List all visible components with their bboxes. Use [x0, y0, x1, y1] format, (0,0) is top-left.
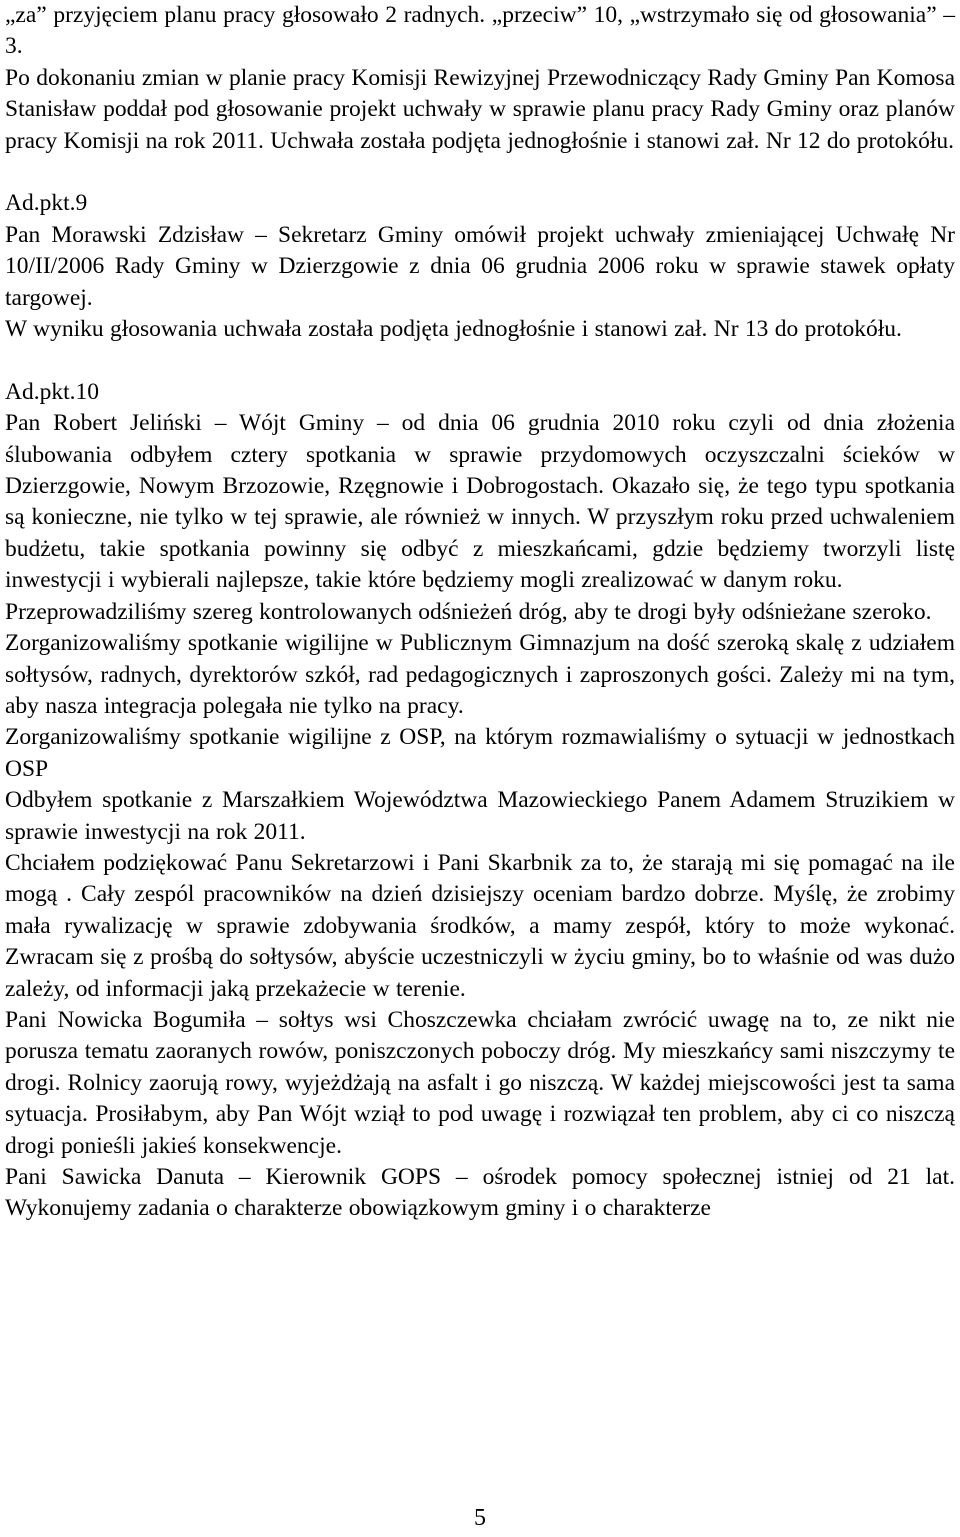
paragraph: Po dokonaniu zmian w planie pracy Komisji Rewizyjnej Przewodniczący Rady Gminy Pan Komosa Stanisław poddał pod głosowanie projekt uchwały w sprawie planu pracy Rady Gminy oraz planów pracy Komisji na rok 2011. Uchwała została podjęta jednogłośnie i stanowi zał. Nr 12 do protokółu. — [5, 64, 955, 154]
paragraph: Pan Morawski Zdzisław – Sekretarz Gminy omówił projekt uchwały zmieniającej Uchwałę Nr 10/II/2006 Rady Gminy w Dzierzgowie z dnia 06 grudnia 2006 roku w sprawie stawek opłaty targowej. — [5, 221, 955, 311]
paragraph: Zorganizowaliśmy spotkanie wigilijne w Publicznym Gimnazjum na dość szeroką skalę z udziałem sołtysów, radnych, dyrektorów szkół, rad pedagogicznych i zaproszonych gości. Zależy mi na tym, aby nasza integracja polegała nie tylko na pracy. — [5, 630, 955, 719]
paragraph-gap — [5, 157, 955, 188]
paragraph: Chciałem podziękować Panu Sekretarzowi i Pani Skarbnik za to, że starają mi się pomagać na ile mogą . Cały zespól pracowników na dzień dzisiejszy oceniam bardzo dobrze. Myślę, że zrobimy mała rywalizację w sprawie zdobywania środków, a mamy zespół, który to może wykonać. Zwracam się z prośbą do sołtysów, abyście uczestniczyli w życiu gminy, bo to właśnie od was dużo zależy, od informacji jaką przekażecie w terenie. — [5, 849, 955, 1002]
paragraph: Przeprowadziliśmy szereg kontrolowanych odśnieżeń dróg, aby te drogi były odśnieżane szeroko. — [5, 598, 932, 625]
paragraph: W wyniku głosowania uchwała została podjęta jednogłośnie i stanowi zał. Nr 13 do protokółu. — [5, 316, 902, 343]
paragraph: „za” przyjęciem planu pracy głosowało 2 radnych. „przeciw” 10, „wstrzymało się od głosowania” – 3. — [5, 2, 955, 60]
paragraph: Zorganizowaliśmy spotkanie wigilijne z OSP, na którym rozmawialiśmy o sytuacji w jednostkach OSP — [5, 724, 955, 782]
section-heading: Ad.pkt.10 — [5, 378, 99, 405]
paragraph: Pani Sawicka Danuta – Kierownik GOPS – ośrodek pomocy społecznej istniej od 21 lat. Wykonujemy zadania o charakterze obowiązkowym gminy i o charakterze — [5, 1164, 955, 1222]
page-number: 5 — [474, 1505, 486, 1531]
paragraph: Pan Robert Jeliński – Wójt Gminy – od dnia 06 grudnia 2010 roku czyli od dnia złożenia ślubowania odbyłem cztery spotkania w sprawie przydomowych oczyszczalni ścieków w Dzierzgowie, Nowym Brzozowie, Rzęgnowie i Dobrogostach. Okazało się, że tego typu spotkania są konieczne, nie tylko w tej sprawie, ale również w innych. W przyszłym roku przed uchwaleniem budżetu, takie spotkania powinny się odbyć z mieszkańcami, gdzie będziemy tworzyli listę inwestycji i wybierali najlepsze, takie które będziemy mogli zrealizować w danym roku. — [5, 410, 955, 594]
paragraph: Odbyłem spotkanie z Marszałkiem Województwa Mazowieckiego Panem Adamem Struzikiem w sprawie inwestycji na rok 2011. — [5, 787, 955, 845]
section-heading: Ad.pkt.9 — [5, 190, 88, 217]
paragraph: Pani Nowicka Bogumiła – sołtys wsi Choszczewka chciałam zwrócić uwagę na to, ze nikt nie porusza tematu zaoranych rowów, poniszczonych poboczy dróg. My mieszkańcy sami niszczymy te drogi. Rolnicy zaorują rowy, wyjeżdżają na asfalt i go niszczą. W każdej miejscowości jest ta sama sytuacja. Prosiłabym, aby Pan Wójt wziął to pod uwagę i rozwiązał ten problem, aby ci co niszczą drogi ponieśli jakieś konsekwencje. — [5, 1006, 955, 1159]
paragraph-gap — [5, 345, 955, 376]
document-page — [5, 0, 955, 1225]
